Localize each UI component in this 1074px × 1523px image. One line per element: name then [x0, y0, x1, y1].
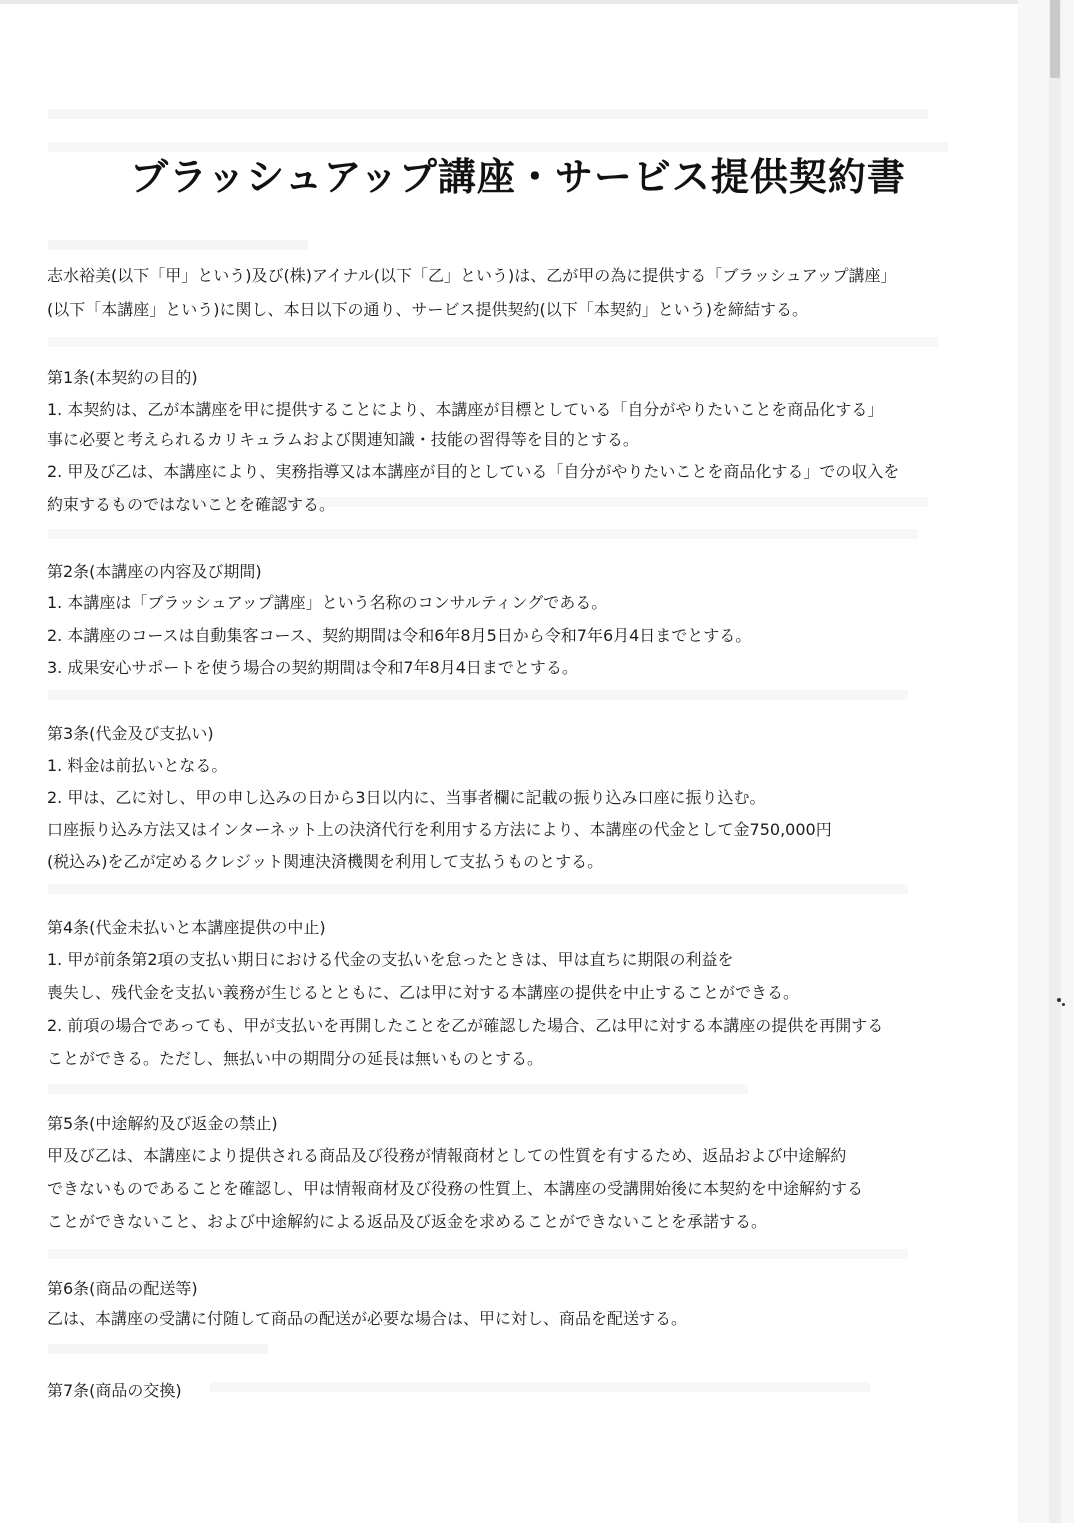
show-through-texture [48, 690, 908, 700]
intro-line: 志水裕美(以下「甲」という)及び(株)アイナル(以下「乙」という)は、乙が甲の為に提供する「ブラッシュアップ講座」 [47, 266, 897, 285]
article-line: 1. 本講座は「ブラッシュアップ講座」という名称のコンサルティングである。 [47, 593, 608, 612]
document-title: ブラッシュアップ講座・サービス提供契約書 [130, 155, 906, 199]
article-line: 1. 本契約は、乙が本講座を甲に提供することにより、本講座が目標としている「自分がやりたいことを商品化する」 [47, 400, 884, 419]
article-line: 3. 成果安心サポートを使う場合の契約期間は令和7年8月4日までとする。 [47, 658, 578, 677]
viewer-right-margin [1018, 0, 1074, 1523]
article-heading: 第5条(中途解約及び返金の禁止) [47, 1114, 278, 1133]
article-heading: 第2条(本講座の内容及び期間) [47, 562, 262, 581]
article-line: 約束するものではないことを確認する。 [47, 495, 336, 514]
intro-line: (以下「本講座」という)に関し、本日以下の通り、サービス提供契約(以下「本契約」という)を締結する。 [47, 300, 808, 319]
article-line: 乙は、本講座の受講に付随して商品の配送が必要な場合は、甲に対し、商品を配送する。 [47, 1309, 688, 1328]
show-through-texture [48, 1084, 748, 1094]
article-heading: 第7条(商品の交換) [47, 1381, 182, 1400]
article-line: できないものであることを確認し、甲は情報商材及び役務の性質上、本講座の受講開始後に本契約を中途解約する [47, 1179, 864, 1198]
show-through-texture [210, 1382, 870, 1392]
article-line: 2. 本講座のコースは自動集客コース、契約期間は令和6年8月5日から令和7年6月4日までとする。 [47, 626, 752, 645]
vertical-scrollbar[interactable] [1049, 0, 1061, 1523]
show-through-texture [48, 1249, 908, 1259]
scrollbar-thumb[interactable] [1050, 0, 1060, 78]
article-line: 1. 料金は前払いとなる。 [47, 756, 228, 775]
article-line: 2. 前項の場合であっても、甲が支払いを再開したことを乙が確認した場合、乙は甲に対する本講座の提供を再開する [47, 1016, 884, 1035]
article-line: (税込み)を乙が定めるクレジット関連決済機関を利用して支払うものとする。 [47, 852, 604, 871]
show-through-texture [48, 240, 308, 250]
scanned-document-page [0, 4, 1018, 1523]
article-line: 事に必要と考えられるカリキュラムおよび関連知識・技能の習得等を目的とする。 [47, 430, 639, 449]
show-through-texture [48, 1344, 268, 1354]
show-through-texture [48, 884, 908, 894]
article-heading: 第4条(代金未払いと本講座提供の中止) [47, 918, 326, 937]
article-heading: 第6条(商品の配送等) [47, 1279, 198, 1298]
show-through-texture [48, 337, 938, 347]
show-through-texture [48, 109, 928, 119]
scan-speck [1062, 1003, 1065, 1006]
article-heading: 第1条(本契約の目的) [47, 368, 198, 387]
article-line: 甲及び乙は、本講座により提供される商品及び役務が情報商材としての性質を有するため、返品および中途解約 [47, 1146, 847, 1165]
article-line: ことができる。ただし、無払い中の期間分の延長は無いものとする。 [47, 1049, 544, 1068]
article-line: 喪失し、残代金を支払い義務が生じるとともに、乙は甲に対する本講座の提供を中止することができる。 [47, 983, 800, 1002]
article-heading: 第3条(代金及び支払い) [47, 724, 214, 743]
show-through-texture [48, 529, 918, 539]
article-line: 2. 甲及び乙は、本講座により、実務指導又は本講座が目的としている「自分がやりたいことを商品化する」での収入を [47, 462, 900, 481]
article-line: 2. 甲は、乙に対し、甲の申し込みの日から3日以内に、当事者欄に記載の振り込み口座に振り込む。 [47, 788, 766, 807]
article-line: 1. 甲が前条第2項の支払い期日における代金の支払いを怠ったときは、甲は直ちに期限の利益を [47, 950, 734, 969]
article-line: ことができないこと、および中途解約による返品及び返金を求めることができないことを承諾する。 [47, 1212, 768, 1231]
article-line: 口座振り込み方法又はインターネット上の決済代行を利用する方法により、本講座の代金として金750,000円 [47, 820, 832, 839]
scan-speck [1057, 998, 1061, 1002]
